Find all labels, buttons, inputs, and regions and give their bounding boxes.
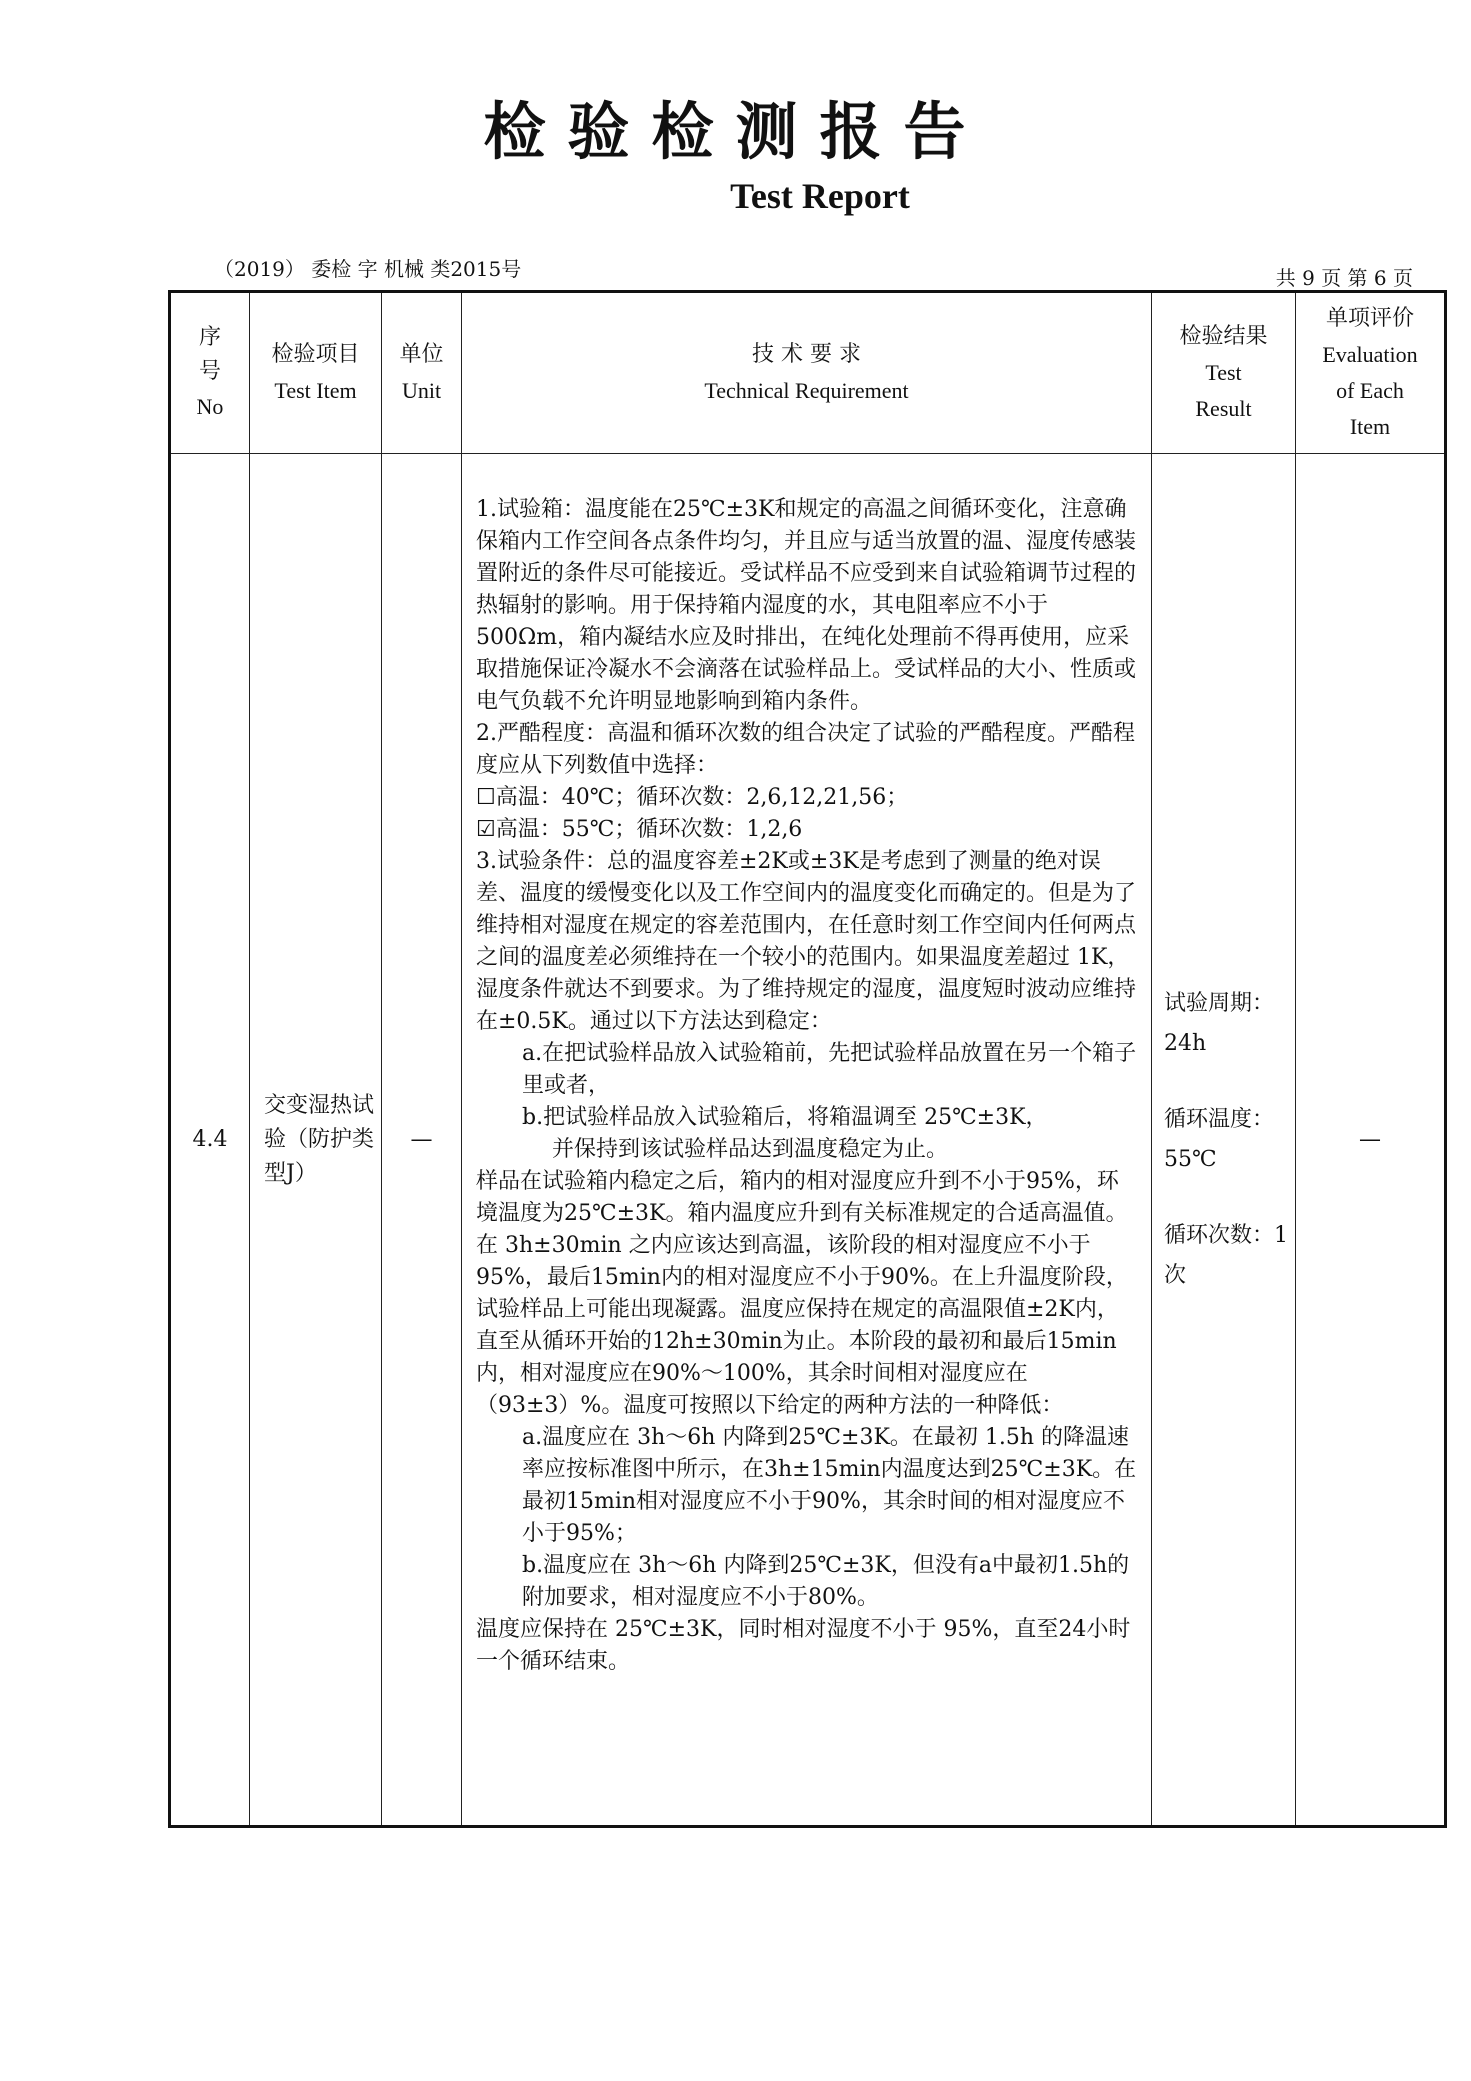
requirement-paragraph: 并保持到该试验样品达到温度稳定为止。 — [552, 1137, 949, 1162]
table-row — [170, 454, 1446, 1827]
evaluation-value: — — [1296, 454, 1446, 1827]
result-cycle-temperature: 循环温度：55℃ — [1164, 1106, 1275, 1172]
report-title-en: Test Report — [730, 176, 910, 216]
test-item-name: 交变湿热试验（防护类型J） — [250, 454, 382, 1827]
requirement-paragraph: 1.试验箱：温度能在25℃±3K和规定的高温之间循环变化，注意确保箱内工作空间各点条件均匀，并且应与适当放置的温、湿度传感装置附近的条件尽可能接近。受试样品不应受到来自试验箱调节过程的热辐射的影响。用于保持箱内湿度的水，其电阻率应不小于 500Ωm，箱内凝结水应及时排出，在纯化处理前不得再使用，应采取措施保证冷凝水不会滴落在试验样品上。受试样品的大小、性质或电气负载不允许明显地影响到箱内条件。 — [476, 497, 1137, 714]
result-cycle-count: 循环次数：1次 — [1164, 1222, 1288, 1288]
unit-value: — — [382, 454, 462, 1827]
report-number: （2019） 委检 字 机械 类2015号 — [214, 257, 522, 281]
report-title-cn: 检验检测报告 — [483, 95, 988, 168]
table-header-row — [170, 292, 1446, 454]
report-table — [168, 290, 1447, 1828]
technical-requirement — [462, 454, 1152, 1827]
requirement-paragraph: a.在把试验样品放入试验箱前，先把试验样品放置在另一个箱子里或者， — [522, 1041, 1137, 1098]
requirement-paragraph: 2.严酷程度：高温和循环次数的组合决定了试验的严酷程度。严酷程度应从下列数值中选择： — [476, 721, 1135, 778]
col-header-evaluation: 单项评价 Evaluation of Each Item — [1296, 292, 1446, 454]
item-number: 4.4 — [170, 454, 250, 1827]
requirement-paragraph: b.温度应在 3h～6h 内降到25℃±3K，但没有a中最初1.5h的附加要求，相对湿度应不小于80%。 — [522, 1553, 1130, 1610]
requirement-paragraph: 样品在试验箱内稳定之后，箱内的相对湿度应升到不小于95%，环境温度为25℃±3K。箱内温度应升到有关标准规定的合适高温值。在 3h±30min 之内应该达到高温，该阶段的相对湿度应不小于95%，最后15min内的相对湿度应不小于90%。在上升温度阶段，试验样品上可能出现凝露。温度应保持在规定的高温限值±2K内，直至从循环开始的12h±30min为止。本阶段的最初和最后15min内，相对湿度应在90%～100%，其余时间相对湿度应在（93±3）%。温度可按照以下给定的两种方法的一种降低： — [476, 1169, 1128, 1418]
col-header-result: 检验结果 Test Result — [1152, 292, 1296, 454]
requirement-list — [476, 494, 1139, 1678]
col-header-item: 检验项目 Test Item — [250, 292, 382, 454]
col-header-unit: 单位 Unit — [382, 292, 462, 454]
requirement-paragraph: ☑高温：55℃；循环次数：1,2,6 — [476, 817, 803, 842]
requirement-paragraph: a.温度应在 3h～6h 内降到25℃±3K。在最初 1.5h 的降温速率应按标准图中所示，在3h±15min内温度达到25℃±3K。在最初15min相对湿度应不小于90%，其余时间的相对湿度应不小于95%； — [522, 1425, 1137, 1546]
requirement-paragraph: 3.试验条件：总的温度容差±2K或±3K是考虑到了测量的绝对误差、温度的缓慢变化以及工作空间内的温度变化而确定的。但是为了维持相对湿度在规定的容差范围内，在任意时刻工作空间内任何两点之间的温度差必须维持在一个较小的范围内。如果温度差超过 1K，湿度条件就达不到要求。为了维持规定的湿度，温度短时波动应维持在±0.5K。通过以下方法达到稳定： — [476, 849, 1137, 1034]
col-header-no: 序号 No — [170, 292, 250, 454]
test-result — [1152, 454, 1296, 1827]
requirement-paragraph: ☐高温：40℃；循环次数：2,6,12,21,56； — [476, 785, 909, 810]
requirement-paragraph: 温度应保持在 25℃±3K，同时相对湿度不小于 95%，直至24小时一个循环结束。 — [476, 1617, 1131, 1674]
page-info: 共 9 页 第 6 页 — [1275, 266, 1413, 290]
requirement-paragraph: b.把试验样品放入试验箱后，将箱温调至 25℃±3K， — [522, 1105, 1048, 1130]
col-header-requirement: 技 术 要 求 Technical Requirement — [462, 292, 1152, 454]
result-cycle-period: 试验周期：24h — [1164, 990, 1275, 1056]
